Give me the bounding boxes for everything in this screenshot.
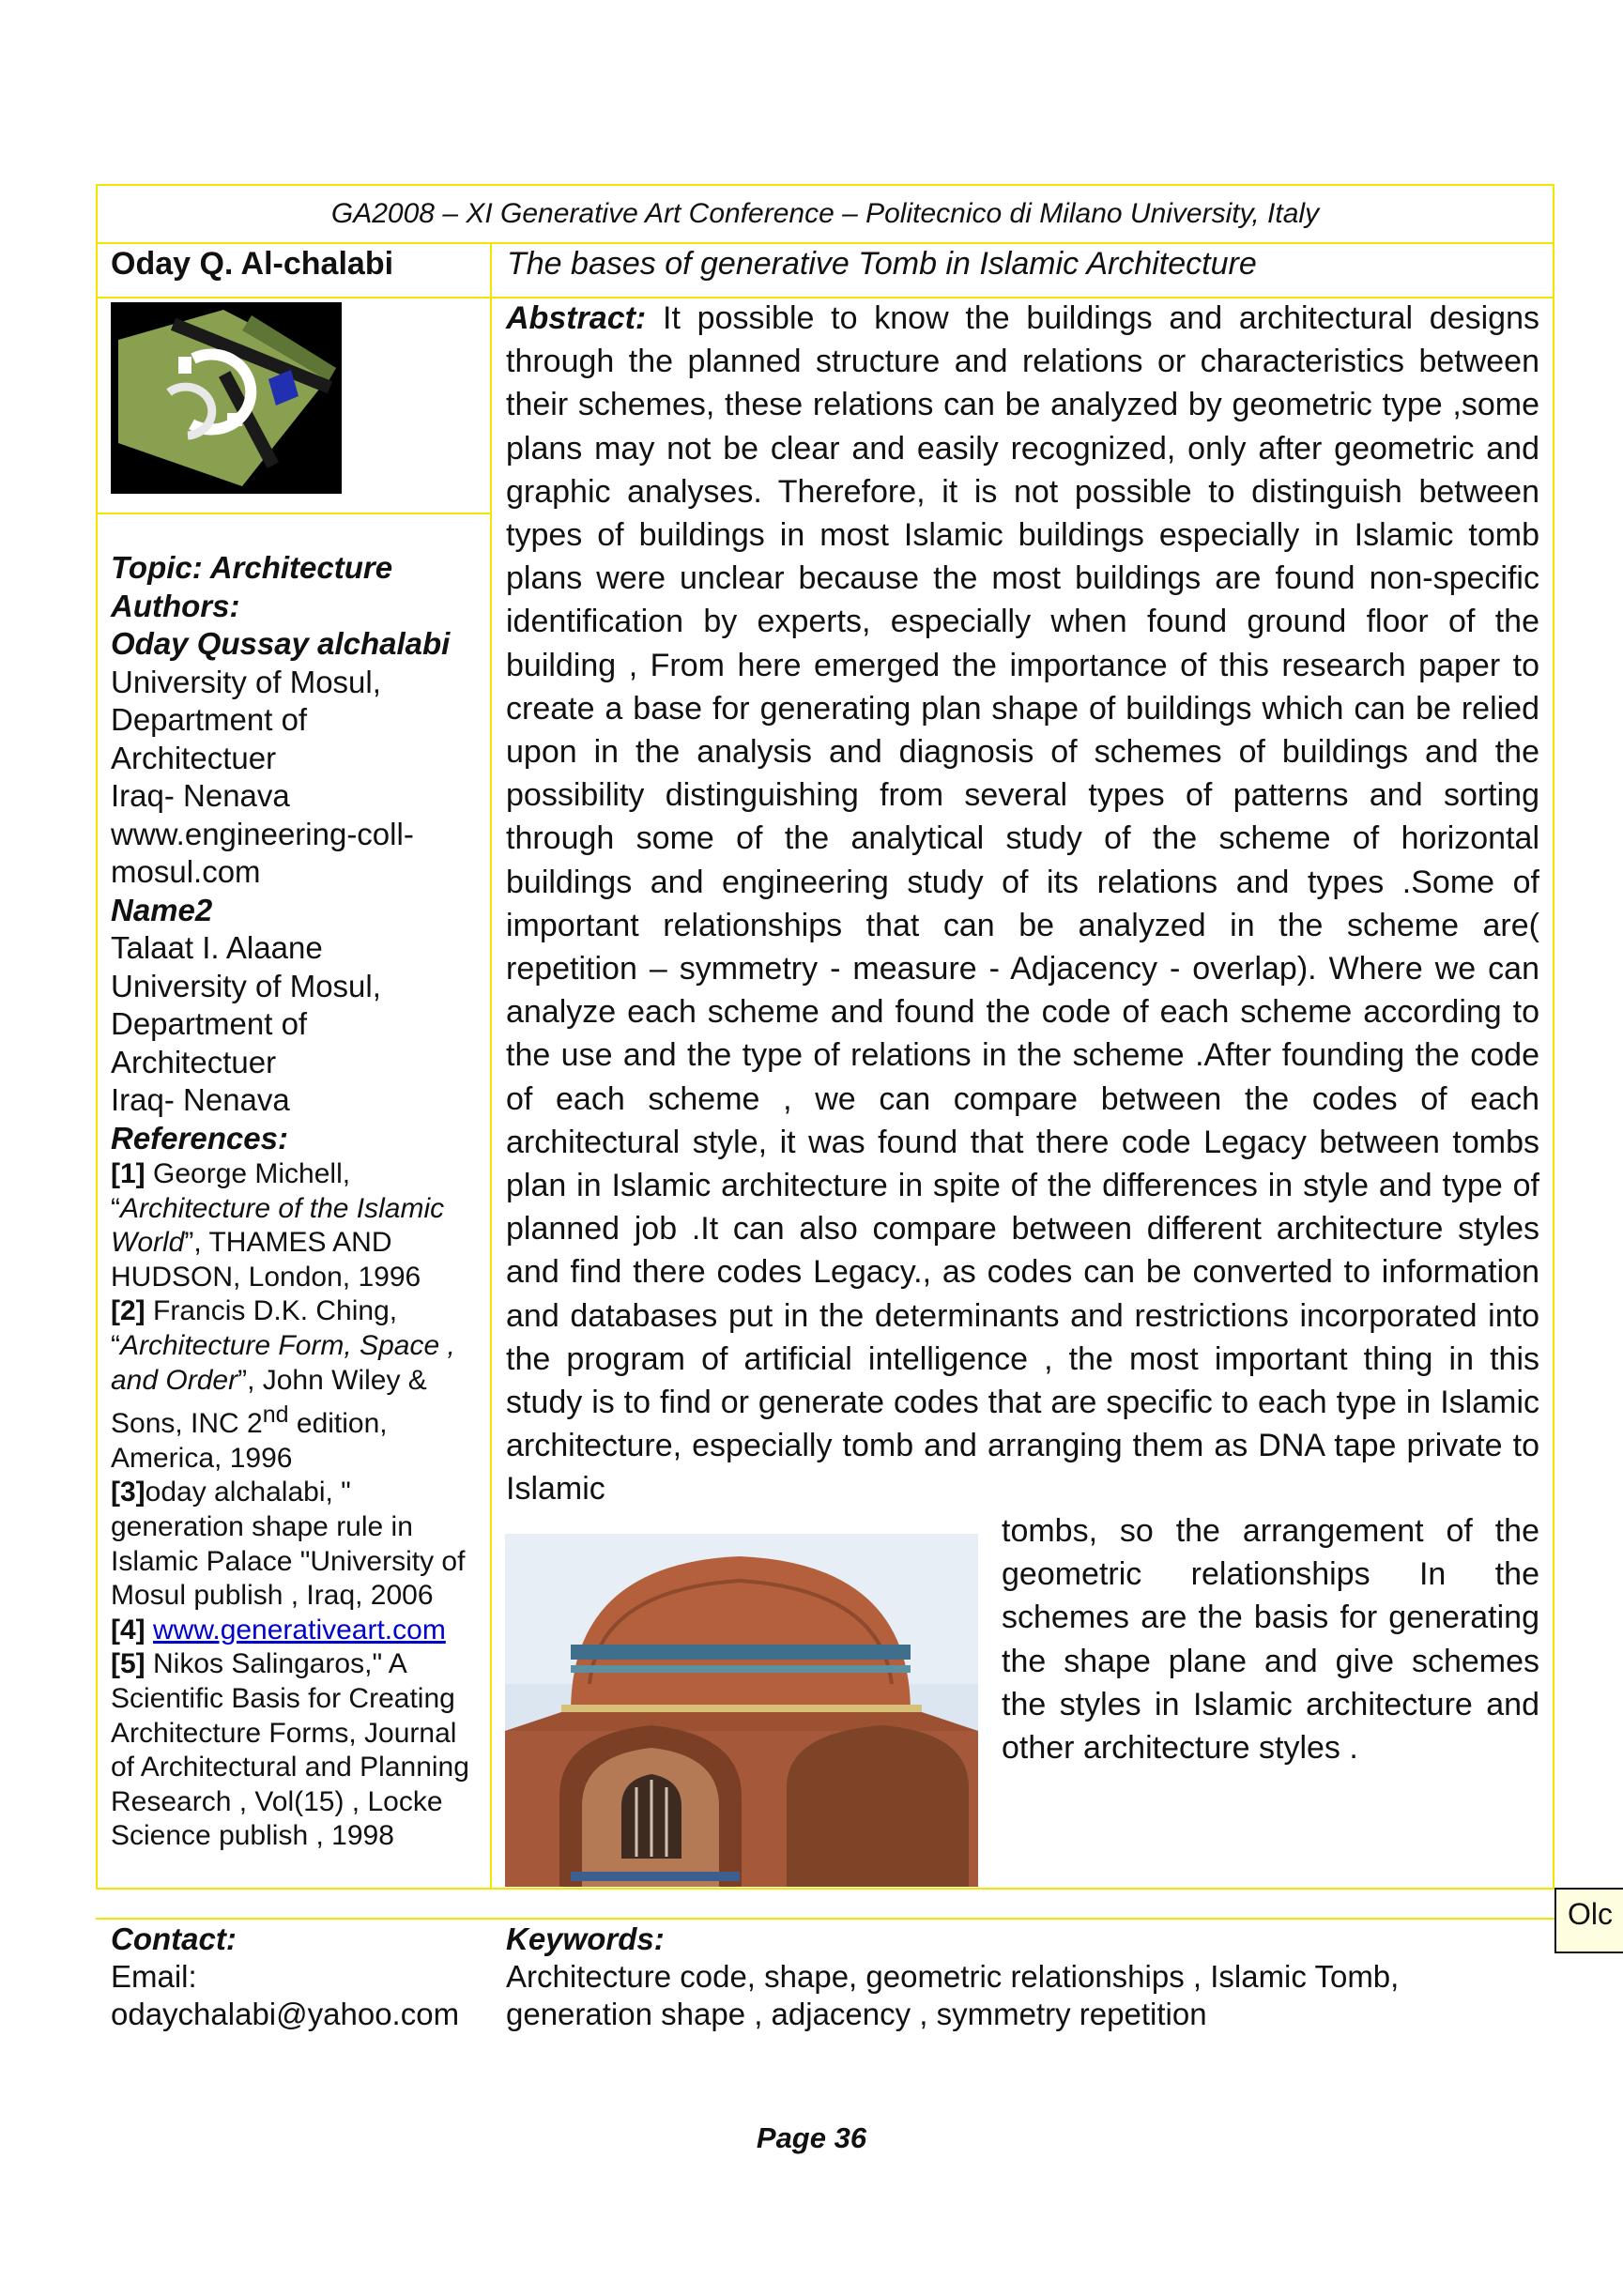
contact-section xyxy=(111,1921,486,2033)
divider-footer-row xyxy=(96,1918,1554,1920)
author1-affiliation-line: University of Mosul, xyxy=(111,664,381,699)
keywords-section xyxy=(506,1921,1539,2033)
author2-line: Architectuer xyxy=(111,1044,277,1079)
author1-affiliation-line: Architectuer xyxy=(111,740,277,775)
author-name: Oday Q. Al-chalabi xyxy=(111,246,394,282)
sidebar-info xyxy=(111,549,486,1854)
author1-name: Oday Qussay alchalabi xyxy=(111,626,451,661)
abstract-text: It possible to know the buildings and architectural designs through the planned structure and relations or characteristics between their schemes, these relations can be analyzed by geometric type ,some plans may not be clear and easily recognized, only after geometric and graphic analyses. Therefore, it is not possible to distinguish between types of buildings in most Islamic buildings especially in Islamic tomb plans were unclear because the most buildings are found non-specific identification by experts, especially when found ground floor of the building , From here emerged the importance of this research paper to create a base for generating plan shape of buildings which can be relied upon in the analysis and diagnosis of schemes of buildings and the possibility distinguishing from several types of patterns and sorting through some of the analytical study of the scheme of horizontal buildings and engineering study of its relations and types .Some of important relationships that can be analyzed in the scheme are( repetition – symmetry - measure - Adjacency - overlap). Where we can analyze each scheme and found the code of each scheme according to the use and the type of relations in the scheme .After founding the code of each scheme , we can compare between the codes of each architectural style, it was found that there code Legacy between tombs plan in Islamic architecture in spite of the differences in style and type of planned job .It can also compare between different architecture styles and find there codes Legacy., as codes can be converted to information and databases put in the determinants and restrictions incorporated into the program of artificial intelligence , the most important thing in this study is to find or generate codes that are specific to each type in Islamic architecture, especially tomb and arranging them as DNA tape private to Islamic xyxy=(506,300,1540,1508)
divider-thumbnail xyxy=(96,513,490,514)
author1-website-line: mosul.com xyxy=(111,854,261,889)
author2-line: Iraq- Nenava xyxy=(111,1082,290,1117)
author2-line: Department of xyxy=(111,1006,308,1041)
abstract-label: Abstract: xyxy=(506,300,647,336)
references-label: References: xyxy=(111,1120,288,1156)
column-divider xyxy=(490,242,492,1890)
author1-website-line: www.engineering-coll- xyxy=(111,816,414,851)
topic-line: Topic: Architecture xyxy=(111,550,393,585)
abstract-continuation: tombs, so the arrangement of the geometric relationships In the schemes are the basis for generating the shape plane and give schemes the styles in Islamic architecture and other architecture styles . xyxy=(1002,1513,1539,1767)
keywords-label: Keywords: xyxy=(506,1921,665,1956)
references-list xyxy=(111,1157,486,1854)
email-address: odaychalabi@yahoo.com xyxy=(111,1997,460,2031)
keywords-text: Architecture code, shape, geometric relationships , Islamic Tomb, generation shape , adjacency , symmetry repetition xyxy=(506,1959,1400,2031)
paper-title: The bases of generative Tomb in Islamic Architecture xyxy=(507,246,1257,282)
name2-label: Name2 xyxy=(111,892,213,927)
reference-item: [2] Francis D.K. Ching, “Architecture Form, Space , and Order”, John Wiley & Sons, INC 2nd edition, America, 1996 xyxy=(111,1295,455,1474)
conference-header: GA2008 – XI Generative Art Conference – Politecnico di Milano University, Italy xyxy=(330,198,1320,229)
reference-item: [1] George Michell, “Architecture of the Islamic World”, THAMES AND HUDSON, London, 1996 xyxy=(111,1158,445,1293)
author1-affiliation-line: Iraq- Nenava xyxy=(111,778,290,813)
side-note-box: Olc xyxy=(1554,1888,1623,1953)
author1-affiliation-line: Department of xyxy=(111,702,308,737)
page-number: Page 36 xyxy=(756,2121,867,2154)
model-thumbnail-image xyxy=(111,302,342,494)
tomb-photo xyxy=(505,1534,978,1887)
author2-line: Talaat I. Alaane xyxy=(111,930,323,965)
reference-item: [5] Nikos Salingaros," A Scientific Basis for Creating Architecture Forms, Journal of Architectural and Planning Research , Vol(15) , Locke Science publish , 1998 xyxy=(111,1648,469,1852)
abstract-paragraph xyxy=(506,297,1539,1511)
authors-label: Authors: xyxy=(111,588,240,623)
reference-item: [3]oday alchalabi, " generation shape rule in Islamic Palace "University of Mosul publish , Iraq, 2006 xyxy=(111,1477,466,1612)
generativeart-link[interactable]: www.generativeart.com xyxy=(153,1614,446,1645)
author2-line: University of Mosul, xyxy=(111,968,381,1003)
email-label: Email: xyxy=(111,1959,197,1994)
reference-item: [4] www.generativeart.com xyxy=(111,1614,446,1645)
contact-label: Contact: xyxy=(111,1921,237,1956)
divider-header xyxy=(96,242,1554,244)
